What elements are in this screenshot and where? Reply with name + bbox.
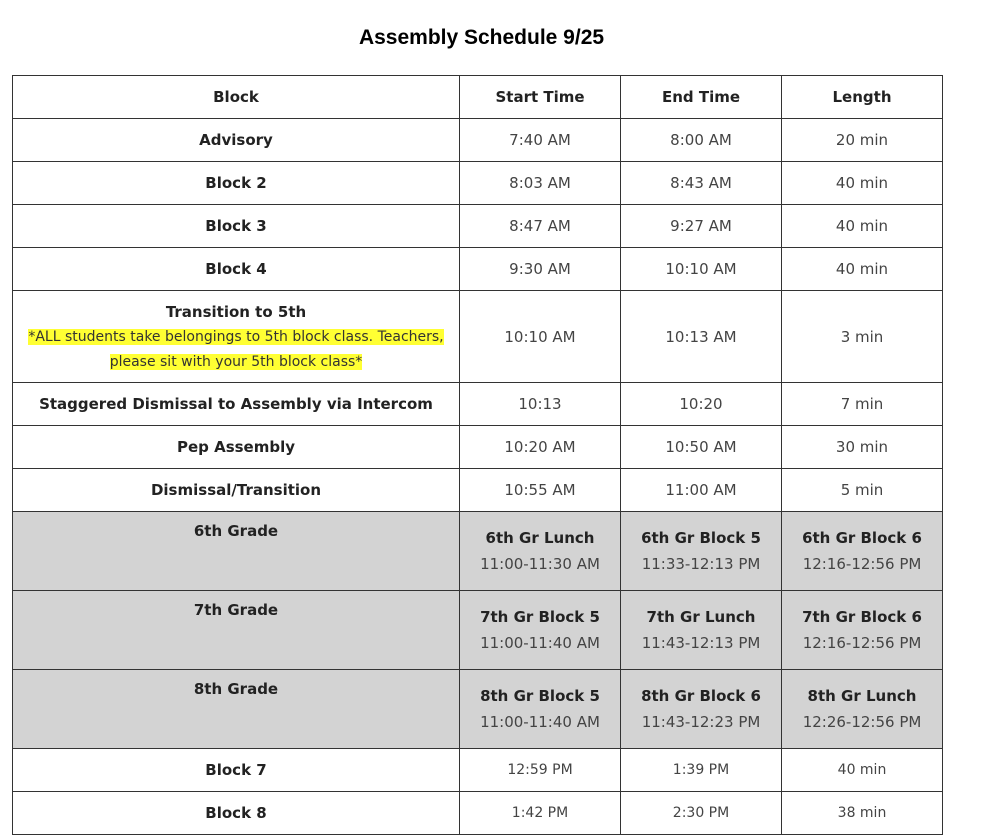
- grade-slot: [782, 670, 943, 749]
- length: 5 min: [782, 469, 943, 512]
- end-time: 8:00 AM: [621, 119, 782, 162]
- length: 40 min: [782, 749, 943, 792]
- table-row: [13, 205, 943, 248]
- block-name-with-note: [13, 291, 460, 383]
- block-name: Staggered Dismissal to Assembly via Intercom: [13, 383, 460, 426]
- grade-name: 8th Grade: [13, 670, 460, 749]
- slot-label: 7th Gr Block 5: [480, 608, 600, 626]
- header-start-time: Start Time: [460, 76, 621, 119]
- start-time: 8:03 AM: [460, 162, 621, 205]
- slot-time: 11:00-11:30 AM: [480, 555, 600, 573]
- end-time: 10:13 AM: [621, 291, 782, 383]
- end-time: 10:20: [621, 383, 782, 426]
- end-time: 1:39 PM: [621, 749, 782, 792]
- end-time: 8:43 AM: [621, 162, 782, 205]
- grade-slot: [782, 512, 943, 591]
- length: 38 min: [782, 792, 943, 835]
- end-time: 11:00 AM: [621, 469, 782, 512]
- slot-label: 7th Gr Lunch: [646, 608, 756, 626]
- slot-label: 7th Gr Block 6: [802, 608, 922, 626]
- grade-slot: [621, 591, 782, 670]
- block-name: Block 7: [13, 749, 460, 792]
- slot-time: 11:00-11:40 AM: [480, 634, 600, 652]
- highlighted-note: please sit with your 5th block class*: [109, 353, 363, 370]
- table-row: [13, 749, 943, 792]
- grade-slot: [621, 670, 782, 749]
- table-row: [13, 469, 943, 512]
- block-name: Dismissal/Transition: [13, 469, 460, 512]
- block-name: Pep Assembly: [13, 426, 460, 469]
- grade-name: 6th Grade: [13, 512, 460, 591]
- slot-label: 6th Gr Lunch: [485, 529, 595, 547]
- table-row: [13, 119, 943, 162]
- grade-slot: [782, 591, 943, 670]
- table-row: [13, 792, 943, 835]
- end-time: 9:27 AM: [621, 205, 782, 248]
- grade-slot: [460, 591, 621, 670]
- table-row: [13, 426, 943, 469]
- slot-label: 8th Gr Block 6: [641, 687, 761, 705]
- block-name: Advisory: [13, 119, 460, 162]
- table-row: [13, 383, 943, 426]
- table-row-transition: [13, 291, 943, 383]
- table-row: [13, 162, 943, 205]
- slot-time: 11:33-12:13 PM: [641, 555, 761, 573]
- length: 20 min: [782, 119, 943, 162]
- end-time: 10:10 AM: [621, 248, 782, 291]
- start-time: 10:20 AM: [460, 426, 621, 469]
- start-time: 9:30 AM: [460, 248, 621, 291]
- length: 3 min: [782, 291, 943, 383]
- grade-slot: [460, 512, 621, 591]
- block-name: Block 2: [13, 162, 460, 205]
- block-name: Block 3: [13, 205, 460, 248]
- end-time: 10:50 AM: [621, 426, 782, 469]
- grade-name: 7th Grade: [13, 591, 460, 670]
- page-title: Assembly Schedule 9/25: [358, 26, 605, 49]
- grade-row-6th: [13, 512, 943, 591]
- slot-label: 6th Gr Block 6: [802, 529, 922, 547]
- highlighted-note: *ALL students take belongings to 5th block class. Teachers,: [28, 328, 444, 345]
- slot-label: 8th Gr Block 5: [480, 687, 600, 705]
- length: 40 min: [782, 248, 943, 291]
- grade-slot: [460, 670, 621, 749]
- length: 40 min: [782, 162, 943, 205]
- start-time: 10:13: [460, 383, 621, 426]
- start-time: 8:47 AM: [460, 205, 621, 248]
- schedule-table: [12, 75, 943, 835]
- length: 30 min: [782, 426, 943, 469]
- start-time: 12:59 PM: [460, 749, 621, 792]
- block-name: Block 8: [13, 792, 460, 835]
- slot-time: 11:00-11:40 AM: [480, 713, 600, 731]
- grade-row-7th: [13, 591, 943, 670]
- end-time: 2:30 PM: [621, 792, 782, 835]
- start-time: 7:40 AM: [460, 119, 621, 162]
- slot-label: 6th Gr Block 5: [641, 529, 761, 547]
- start-time: 10:55 AM: [460, 469, 621, 512]
- grade-slot: [621, 512, 782, 591]
- header-block: Block: [13, 76, 460, 119]
- block-name: Transition to 5th: [165, 302, 307, 321]
- slot-time: 11:43-12:13 PM: [641, 634, 761, 652]
- header-end-time: End Time: [621, 76, 782, 119]
- length: 40 min: [782, 205, 943, 248]
- grade-row-8th: [13, 670, 943, 749]
- start-time: 1:42 PM: [460, 792, 621, 835]
- slot-time: 12:26-12:56 PM: [802, 713, 922, 731]
- block-name: Block 4: [13, 248, 460, 291]
- length: 7 min: [782, 383, 943, 426]
- table-header-row: [13, 76, 943, 119]
- slot-label: 8th Gr Lunch: [807, 687, 917, 705]
- slot-time: 11:43-12:23 PM: [641, 713, 761, 731]
- slot-time: 12:16-12:56 PM: [802, 634, 922, 652]
- start-time: 10:10 AM: [460, 291, 621, 383]
- header-length: Length: [782, 76, 943, 119]
- slot-time: 12:16-12:56 PM: [802, 555, 922, 573]
- table-row: [13, 248, 943, 291]
